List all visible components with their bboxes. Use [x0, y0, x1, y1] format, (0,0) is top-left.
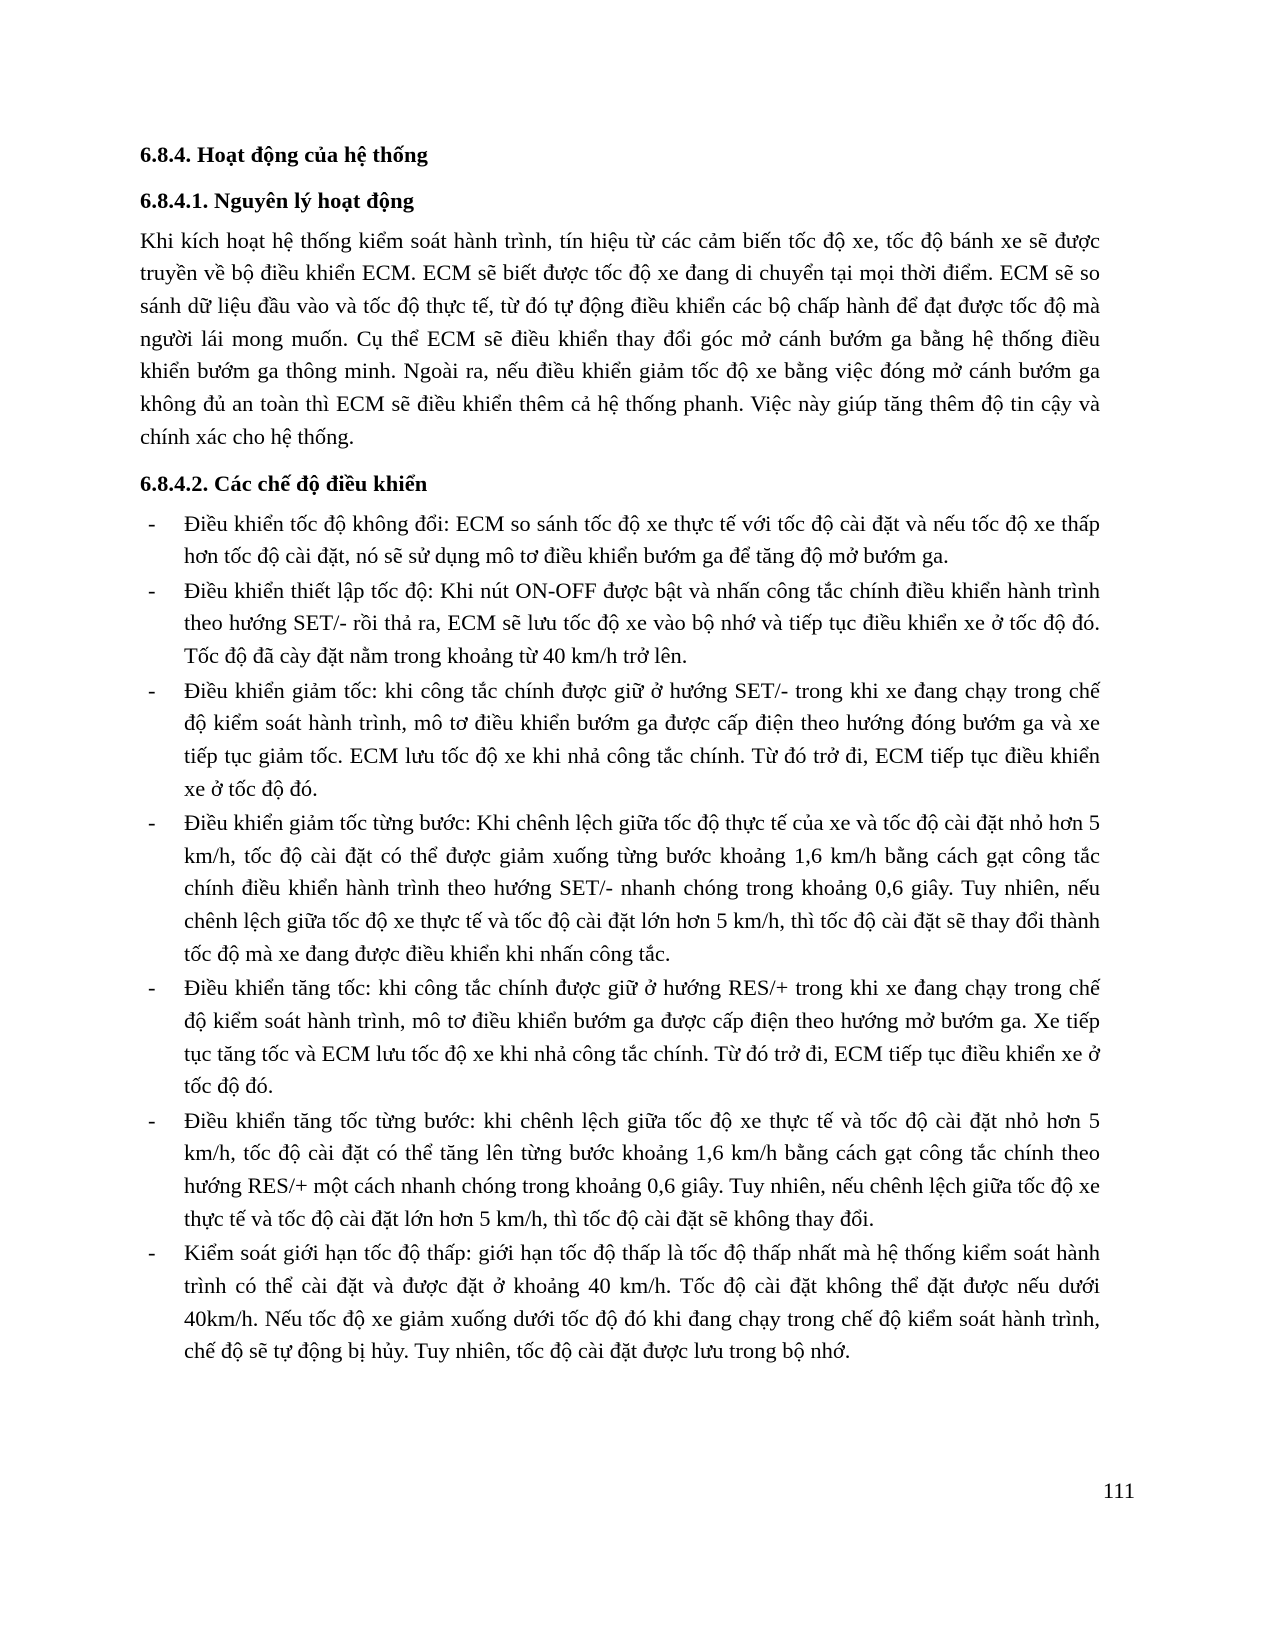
operating-principle-paragraph: Khi kích hoạt hệ thống kiểm soát hành trình, tín hiệu từ các cảm biến tốc độ xe, tốc độ bánh xe sẽ được truyền về bộ điều khiển ECM. ECM sẽ biết được tốc độ xe đang di chuyển tại mọi thời điểm. ECM sẽ so sánh dữ liệu đầu vào và tốc độ thực tế, từ đó tự động điều khiển các bộ chấp hành để đạt được tốc độ mà người lái mong muốn. Cụ thể ECM sẽ điều khiển thay đổi góc mở cánh bướm ga bằng hệ thống điều khiển bướm ga thông minh. Ngoài ra, nếu điều khiển giảm tốc độ xe bằng việc đóng mở cánh bướm ga không đủ an toàn thì ECM sẽ điều khiển thêm cả hệ thống phanh. Việc này giúp tăng thêm độ tin cậy và chính xác cho hệ thống. — [140, 227, 1100, 449]
list-item — [140, 575, 1100, 673]
list-item-text: Điều khiển tăng tốc: khi công tắc chính được giữ ở hướng RES/+ trong khi xe đang chạy trong chế độ kiểm soát hành trình, mô tơ điều khiển bướm ga được cấp điện theo hướng mở bướm ga. Xe tiếp tục tăng tốc và ECM lưu tốc độ xe khi nhả công tắc chính. Từ đó trở đi, ECM tiếp tục điều khiển xe ở tốc độ đó. — [184, 975, 1100, 1099]
bullet-marker: - — [148, 677, 156, 703]
list-item — [140, 675, 1100, 806]
page-number: 111 — [1102, 1477, 1135, 1503]
list-item — [140, 1237, 1100, 1368]
bullet-marker: - — [148, 810, 156, 836]
list-item — [140, 1105, 1100, 1236]
control-modes-list — [140, 508, 1100, 1368]
subsection-heading-control-modes: 6.8.4.2. Các chế độ điều khiển — [140, 471, 428, 497]
subsection-heading-operating-principle: 6.8.4.1. Nguyên lý hoạt động — [140, 188, 415, 214]
bullet-marker: - — [148, 1240, 156, 1266]
list-item-text: Điều khiển tăng tốc từng bước: khi chênh lệch giữa tốc độ xe thực tế và tốc độ cài đặt nhỏ hơn 5 km/h, tốc độ cài đặt có thể tăng lên từng bước khoảng 1,6 km/h bằng cách gạt công tắc chính theo hướng RES/+ một cách nhanh chóng trong khoảng 0,6 giây. Tuy nhiên, nếu chênh lệch giữa tốc độ xe thực tế và tốc độ cài đặt lớn hơn 5 km/h, thì tốc độ cài đặt sẽ không thay đổi. — [184, 1107, 1100, 1231]
list-item-text: Điều khiển thiết lập tốc độ: Khi nút ON-OFF được bật và nhấn công tắc chính điều khiển hành trình theo hướng SET/- rồi thả ra, ECM sẽ lưu tốc độ xe vào bộ nhớ và tiếp tục điều khiển xe ở tốc độ đó. Tốc độ đã cày đặt nằm trong khoảng từ 40 km/h trở lên. — [184, 577, 1100, 668]
list-item-text: Điều khiển giảm tốc: khi công tắc chính được giữ ở hướng SET/- trong khi xe đang chạy trong chế độ kiểm soát hành trình, mô tơ điều khiển bướm ga được cấp điện theo hướng đóng bướm ga và xe tiếp tục giảm tốc. ECM lưu tốc độ xe khi nhả công tắc chính. Từ đó trở đi, ECM tiếp tục điều khiển xe ở tốc độ đó. — [184, 677, 1100, 801]
bullet-marker: - — [148, 1107, 156, 1133]
page-content — [140, 140, 1100, 1370]
list-item-text: Điều khiển giảm tốc từng bước: Khi chênh lệch giữa tốc độ thực tế của xe và tốc độ cài đặt nhỏ hơn 5 km/h, tốc độ cài đặt có thể được giảm xuống từng bước khoảng 1,6 km/h bằng cách gạt công tắc chính điều khiển hành trình theo hướng SET/- nhanh chóng trong khoảng 0,6 giây. Tuy nhiên, nếu chênh lệch giữa tốc độ xe thực tế và tốc độ cài đặt lớn hơn 5 km/h, thì tốc độ cài đặt sẽ thay đổi thành tốc độ mà xe đang được điều khiển khi nhấn công tắc. — [184, 810, 1100, 966]
list-item — [140, 508, 1100, 573]
section-heading: 6.8.4. Hoạt động của hệ thống — [140, 142, 428, 167]
bullet-marker: - — [148, 975, 156, 1001]
bullet-marker: - — [148, 577, 156, 603]
bullet-marker: - — [148, 510, 156, 536]
list-item — [140, 972, 1100, 1103]
list-item-text: Điều khiển tốc độ không đổi: ECM so sánh tốc độ xe thực tế với tốc độ cài đặt và nếu tốc độ xe thấp hơn tốc độ cài đặt, nó sẽ sử dụng mô tơ điều khiển bướm ga để tăng độ mở bướm ga. — [184, 510, 1100, 569]
list-item — [140, 807, 1100, 970]
list-item-text: Kiểm soát giới hạn tốc độ thấp: giới hạn tốc độ thấp là tốc độ thấp nhất mà hệ thống kiểm soát hành trình có thể cài đặt và được đặt ở khoảng 40 km/h. Tốc độ cài đặt không thể đặt được nếu dưới 40km/h. Nếu tốc độ xe giảm xuống dưới tốc độ đó khi đang chạy trong chế độ kiểm soát hành trình, chế độ sẽ tự động bị hủy. Tuy nhiên, tốc độ cài đặt được lưu trong bộ nhớ. — [184, 1240, 1100, 1364]
